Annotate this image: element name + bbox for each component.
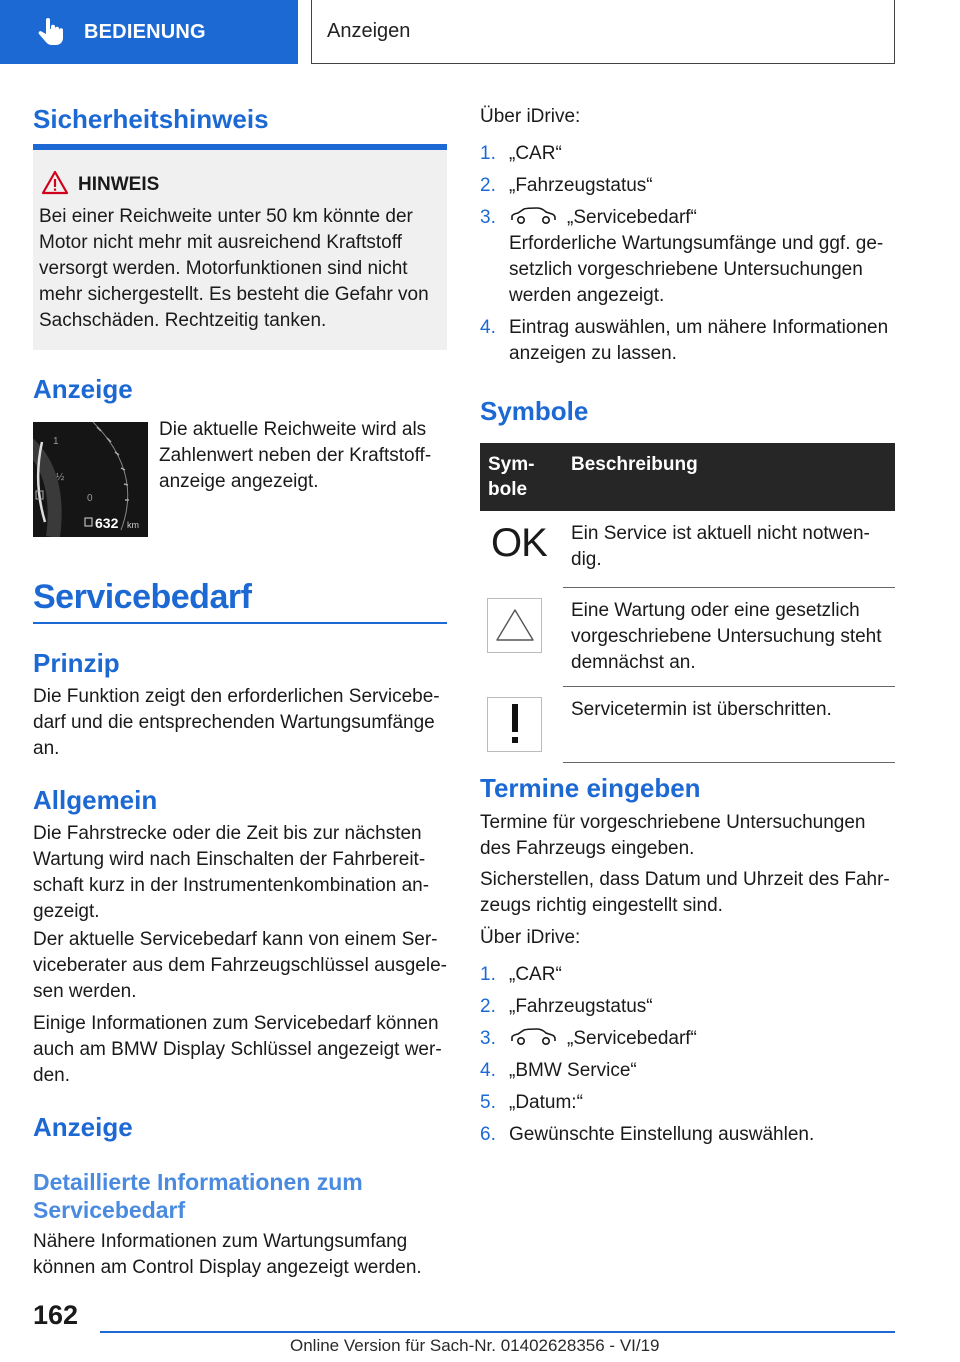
list-item: 4. „BMW Service“ <box>480 1060 637 1081</box>
detail-text: Nähere Informationen zum Wartungsumfang können am Control Display angezeigt werden. <box>33 1231 422 1278</box>
anzeige-heading: Anzeige <box>33 374 133 404</box>
fuel-gauge-image <box>33 422 148 537</box>
idrive-label: Über iDrive: <box>480 106 581 127</box>
list-item: 1. „CAR“ <box>480 143 562 164</box>
table-cell: Ein Service ist aktuell nicht notwendig. <box>563 511 895 587</box>
table-cell: Eine Wartung oder eine gesetzlich vorgeschriebene Untersuchung steht demnächst an. <box>563 587 895 686</box>
chapter-title: Anzeigen <box>311 0 895 64</box>
footer-rule <box>100 1331 895 1333</box>
allgemein-heading: Allgemein <box>33 785 158 815</box>
warning-triangle-icon <box>487 598 542 653</box>
table-row <box>480 587 895 686</box>
hand-pointer-icon <box>38 18 64 46</box>
table-row <box>480 511 895 587</box>
symbole-heading: Symbole <box>480 396 589 426</box>
anzeige-text: Die aktuelle Reichweite wird als Zahlenwert neben der Kraftstoffanzeige angezeigt. <box>159 419 432 492</box>
notice-text: Bei einer Reichweite unter 50 km könnte der Motor nicht mehr mit ausreichend Kraftstoff versorgt werden. Motorfunktionen sind nicht mehr sichergestellt. Es besteht die Gefahr von Sachschäden. Rechtzeitig tanken. <box>39 206 429 331</box>
detail-heading: Detaillierte Informationen zum Servicebedarf <box>33 1169 363 1223</box>
termine-text-2: Sicherstellen, dass Datum und Uhrzeit des Fahrzeugs richtig eingestellt sind. <box>480 869 890 916</box>
symbols-table <box>480 443 895 763</box>
footer-text: Online Version für Sach-Nr. 01402628356 - VI/19 <box>290 1336 660 1355</box>
title-rule <box>33 622 447 624</box>
allgemein-text-1: Die Fahrstrecke oder die Zeit bis zur nächsten Wartung wird nach Einschalten der Fahrbereitschaft kurz in der Instrumentenkombination angezeigt. <box>33 823 430 922</box>
col-desc-header: Beschreibung <box>563 443 895 511</box>
prinzip-heading: Prinzip <box>33 648 120 678</box>
notice-title: HINWEIS <box>78 174 160 195</box>
idrive-label-2: Über iDrive: <box>480 927 581 948</box>
allgemein-text-2: Der aktuelle Servicebedarf kann von einem Serviceberater aus dem Fahrzeugschlüssel ausgelesen werden. <box>33 929 447 1002</box>
list-item: 6. Gewünschte Einstellung auswählen. <box>480 1124 815 1145</box>
safety-heading: Sicherheitshinweis <box>33 104 269 134</box>
steps-list-1 <box>480 141 895 373</box>
list-item: 2. „Fahrzeugstatus“ <box>480 175 653 196</box>
table-row <box>480 686 895 762</box>
steps-list-2 <box>480 962 895 1154</box>
allgemein-text-3: Einige Informationen zum Servicebedarf können auch am BMW Display Schlüssel angezeigt werden. <box>33 1013 442 1086</box>
gauge-tick-half: ½ <box>56 472 65 483</box>
section-tab-label: BEDIENUNG <box>84 20 206 43</box>
gauge-range-unit: km <box>127 520 139 530</box>
list-item: 3. „Servicebedarf“ <box>480 1028 697 1049</box>
page-title: Servicebedarf <box>33 578 252 616</box>
gauge-tick-1: 1 <box>53 436 59 447</box>
gauge-tick-0: 0 <box>87 493 93 504</box>
ok-icon: OK <box>491 521 547 565</box>
termine-heading: Termine eingeben <box>480 773 701 803</box>
list-item: 3. „Servicebedarf“ Erforderliche Wartungsumfänge und ggf. gesetzlich vorgeschriebene Untersuchungen werden angezeigt. <box>480 207 884 306</box>
section-tab[interactable] <box>0 0 298 64</box>
prinzip-text: Die Funktion zeigt den erforderlichen Servicebedarf und die entsprechenden Wartungsumfänge an. <box>33 686 440 759</box>
list-item: 5. „Datum:“ <box>480 1092 583 1113</box>
list-item: 1. „CAR“ <box>480 964 562 985</box>
warning-icon <box>41 170 69 196</box>
car-icon <box>509 1028 557 1046</box>
page-number: 162 <box>33 1300 79 1330</box>
table-header-row <box>480 443 895 511</box>
col-symbol-header: Symbole <box>480 443 563 511</box>
notice-box <box>33 150 447 350</box>
list-item: 2. „Fahrzeugstatus“ <box>480 996 653 1017</box>
termine-text-1: Termine für vorgeschriebene Untersuchungen des Fahrzeugs eingeben. <box>480 812 866 859</box>
gauge-range-value: 632 <box>95 515 119 531</box>
list-item: 4. Eintrag auswählen, um nähere Informationen anzeigen zu lassen. <box>480 317 889 364</box>
car-icon <box>509 207 557 225</box>
exclamation-icon <box>487 697 542 752</box>
anzeige2-heading: Anzeige <box>33 1112 133 1142</box>
table-cell: Servicetermin ist überschritten. <box>563 686 895 762</box>
